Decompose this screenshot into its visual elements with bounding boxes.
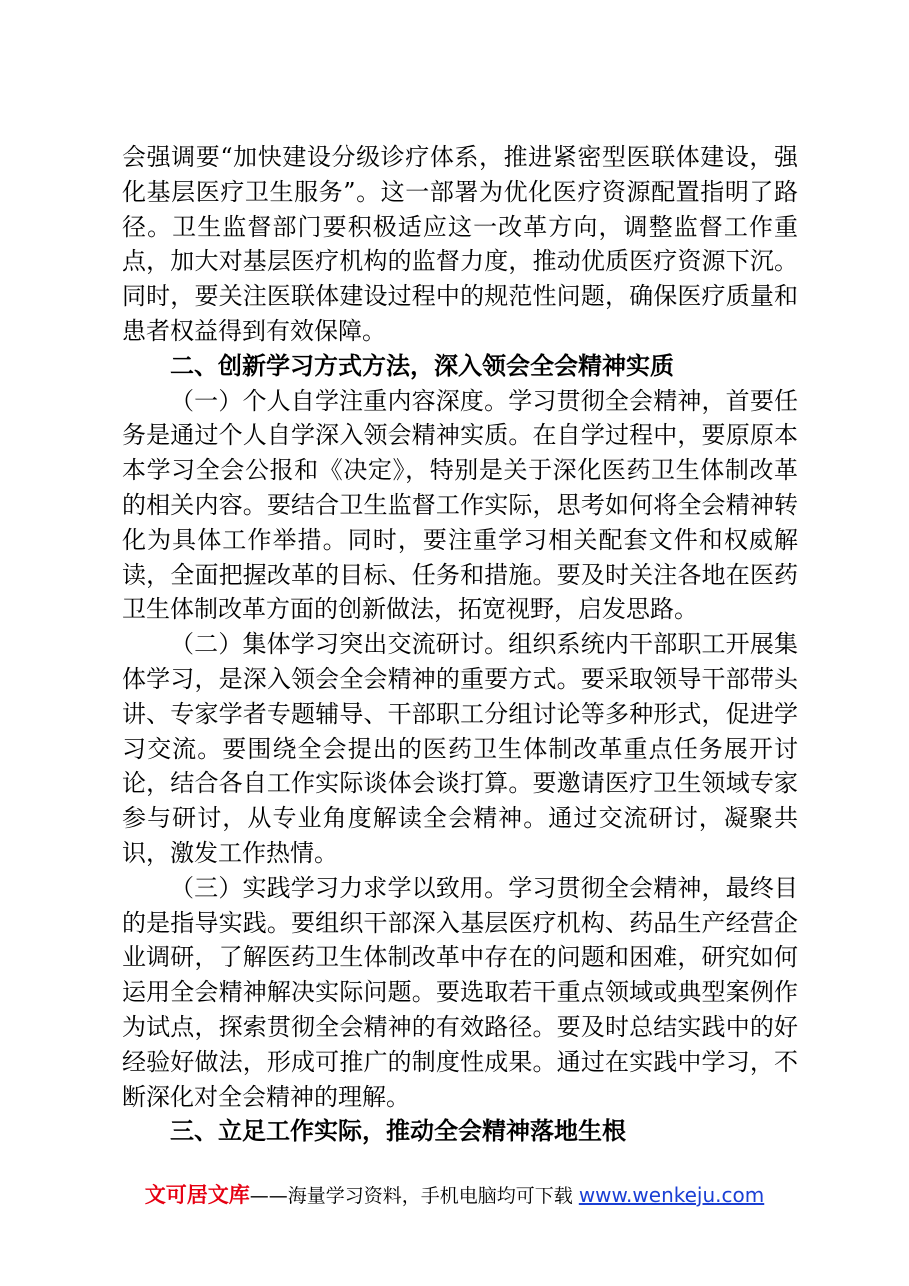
paragraph-self-study: （一）个人自学注重内容深度。学习贯彻全会精神，首要任务是通过个人自学深入领会精神实质。在自学过程中，要原原本本学习全会公报和《决定》，特别是关于深化医药卫生体制改革的相关内容。要结合卫生监督工作实际，思考如何将全会精神转化为具体工作举措。同时，要注重学习相关配套文件和权威解读，全面把握改革的目标、任务和措施。要及时关注各地在医药卫生体制改革方面的创新做法，拓宽视野，启发思路。 xyxy=(122,386,798,624)
section-heading-2: 二、创新学习方式方法，深入领会全会精神实质 xyxy=(170,351,674,380)
footer-site-link[interactable]: www.wenkeju.com xyxy=(578,1183,765,1207)
paragraph-group-study: （二）集体学习突出交流研讨。组织系统内干部职工开展集体学习，是深入领会全会精神的重要方式。要采取领导干部带头讲、专家学者专题辅导、干部职工分组讨论等多种形式，促进学习交流。要围绕全会提出的医药卫生体制改革重点任务展开讨论，结合各自工作实际谈体会谈打算。要邀请医疗卫生领域专家参与研讨，从专业角度解读全会精神。通过交流研讨，凝聚共识，激发工作热情。 xyxy=(122,630,798,867)
footer-brand: 文可居文库 xyxy=(144,1183,250,1207)
document-body xyxy=(122,140,798,1149)
footer-watermark xyxy=(0,1180,909,1211)
paragraph-practice-study: （三）实践学习力求学以致用。学习贯彻全会精神，最终目的是指导实践。要组织干部深入基层医疗机构、药品生产经营企业调研，了解医药卫生体制改革中存在的问题和困难，研究如何运用全会精神解决实际问题。要选取若干重点领域或典型案例作为试点，探索贯彻全会精神的有效路径。要及时总结实践中的好经验好做法，形成可推广的制度性成果。通过在实践中学习，不断深化对全会精神的理解。 xyxy=(122,873,798,1111)
footer-tagline: ——海量学习资料，手机电脑均可下载 xyxy=(249,1185,573,1207)
section-heading-3: 三、立足工作实际，推动全会精神落地生根 xyxy=(170,1117,626,1146)
paragraph-continuation: 会强调要“加快建设分级诊疗体系，推进紧密型医联体建设，强化基层医疗卫生服务”。这一部署为优化医疗资源配置指明了路径。卫生监督部门要积极适应这一改革方向，调整监督工作重点，加大对基层医疗机构的监督力度，推动优质医疗资源下沉。同时，要关注医联体建设过程中的规范性问题，确保医疗质量和患者权益得到有效保障。 xyxy=(122,143,798,345)
